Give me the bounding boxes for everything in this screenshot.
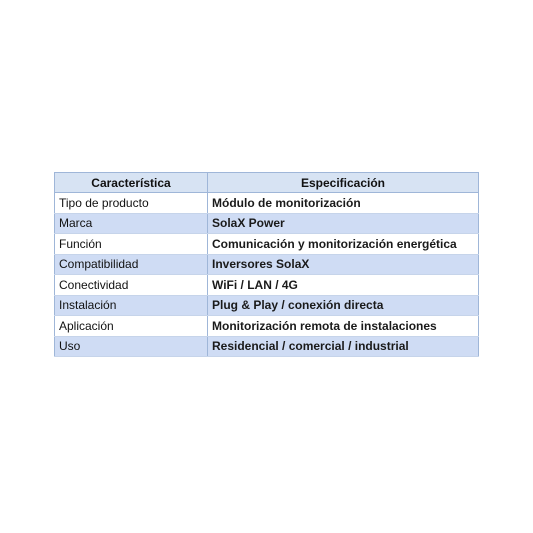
row-value: SolaX Power <box>208 213 479 234</box>
row-key: Uso <box>55 336 208 357</box>
row-value: Residencial / comercial / industrial <box>208 336 479 357</box>
spec-table <box>54 172 479 357</box>
row-value: Comunicación y monitorización energética <box>208 234 479 255</box>
row-key: Marca <box>55 213 208 234</box>
row-key: Instalación <box>55 295 208 316</box>
header-caracteristica: Característica <box>55 173 208 193</box>
header-row <box>55 173 479 193</box>
table-row <box>55 275 479 296</box>
row-key: Conectividad <box>55 275 208 296</box>
header-especificacion: Especificación <box>208 173 479 193</box>
row-value: Monitorización remota de instalaciones <box>208 316 479 337</box>
row-key: Aplicación <box>55 316 208 337</box>
row-value: Inversores SolaX <box>208 254 479 275</box>
row-value: Plug & Play / conexión directa <box>208 295 479 316</box>
row-value: WiFi / LAN / 4G <box>208 275 479 296</box>
table-row <box>55 316 479 337</box>
table-row <box>55 193 479 214</box>
table-body <box>55 193 479 357</box>
row-key: Compatibilidad <box>55 254 208 275</box>
row-value: Módulo de monitorización <box>208 193 479 214</box>
table-row <box>55 295 479 316</box>
table-row <box>55 254 479 275</box>
table-row <box>55 336 479 357</box>
table-header <box>55 173 479 193</box>
table-row <box>55 213 479 234</box>
row-key: Función <box>55 234 208 255</box>
table-row <box>55 234 479 255</box>
row-key: Tipo de producto <box>55 193 208 214</box>
